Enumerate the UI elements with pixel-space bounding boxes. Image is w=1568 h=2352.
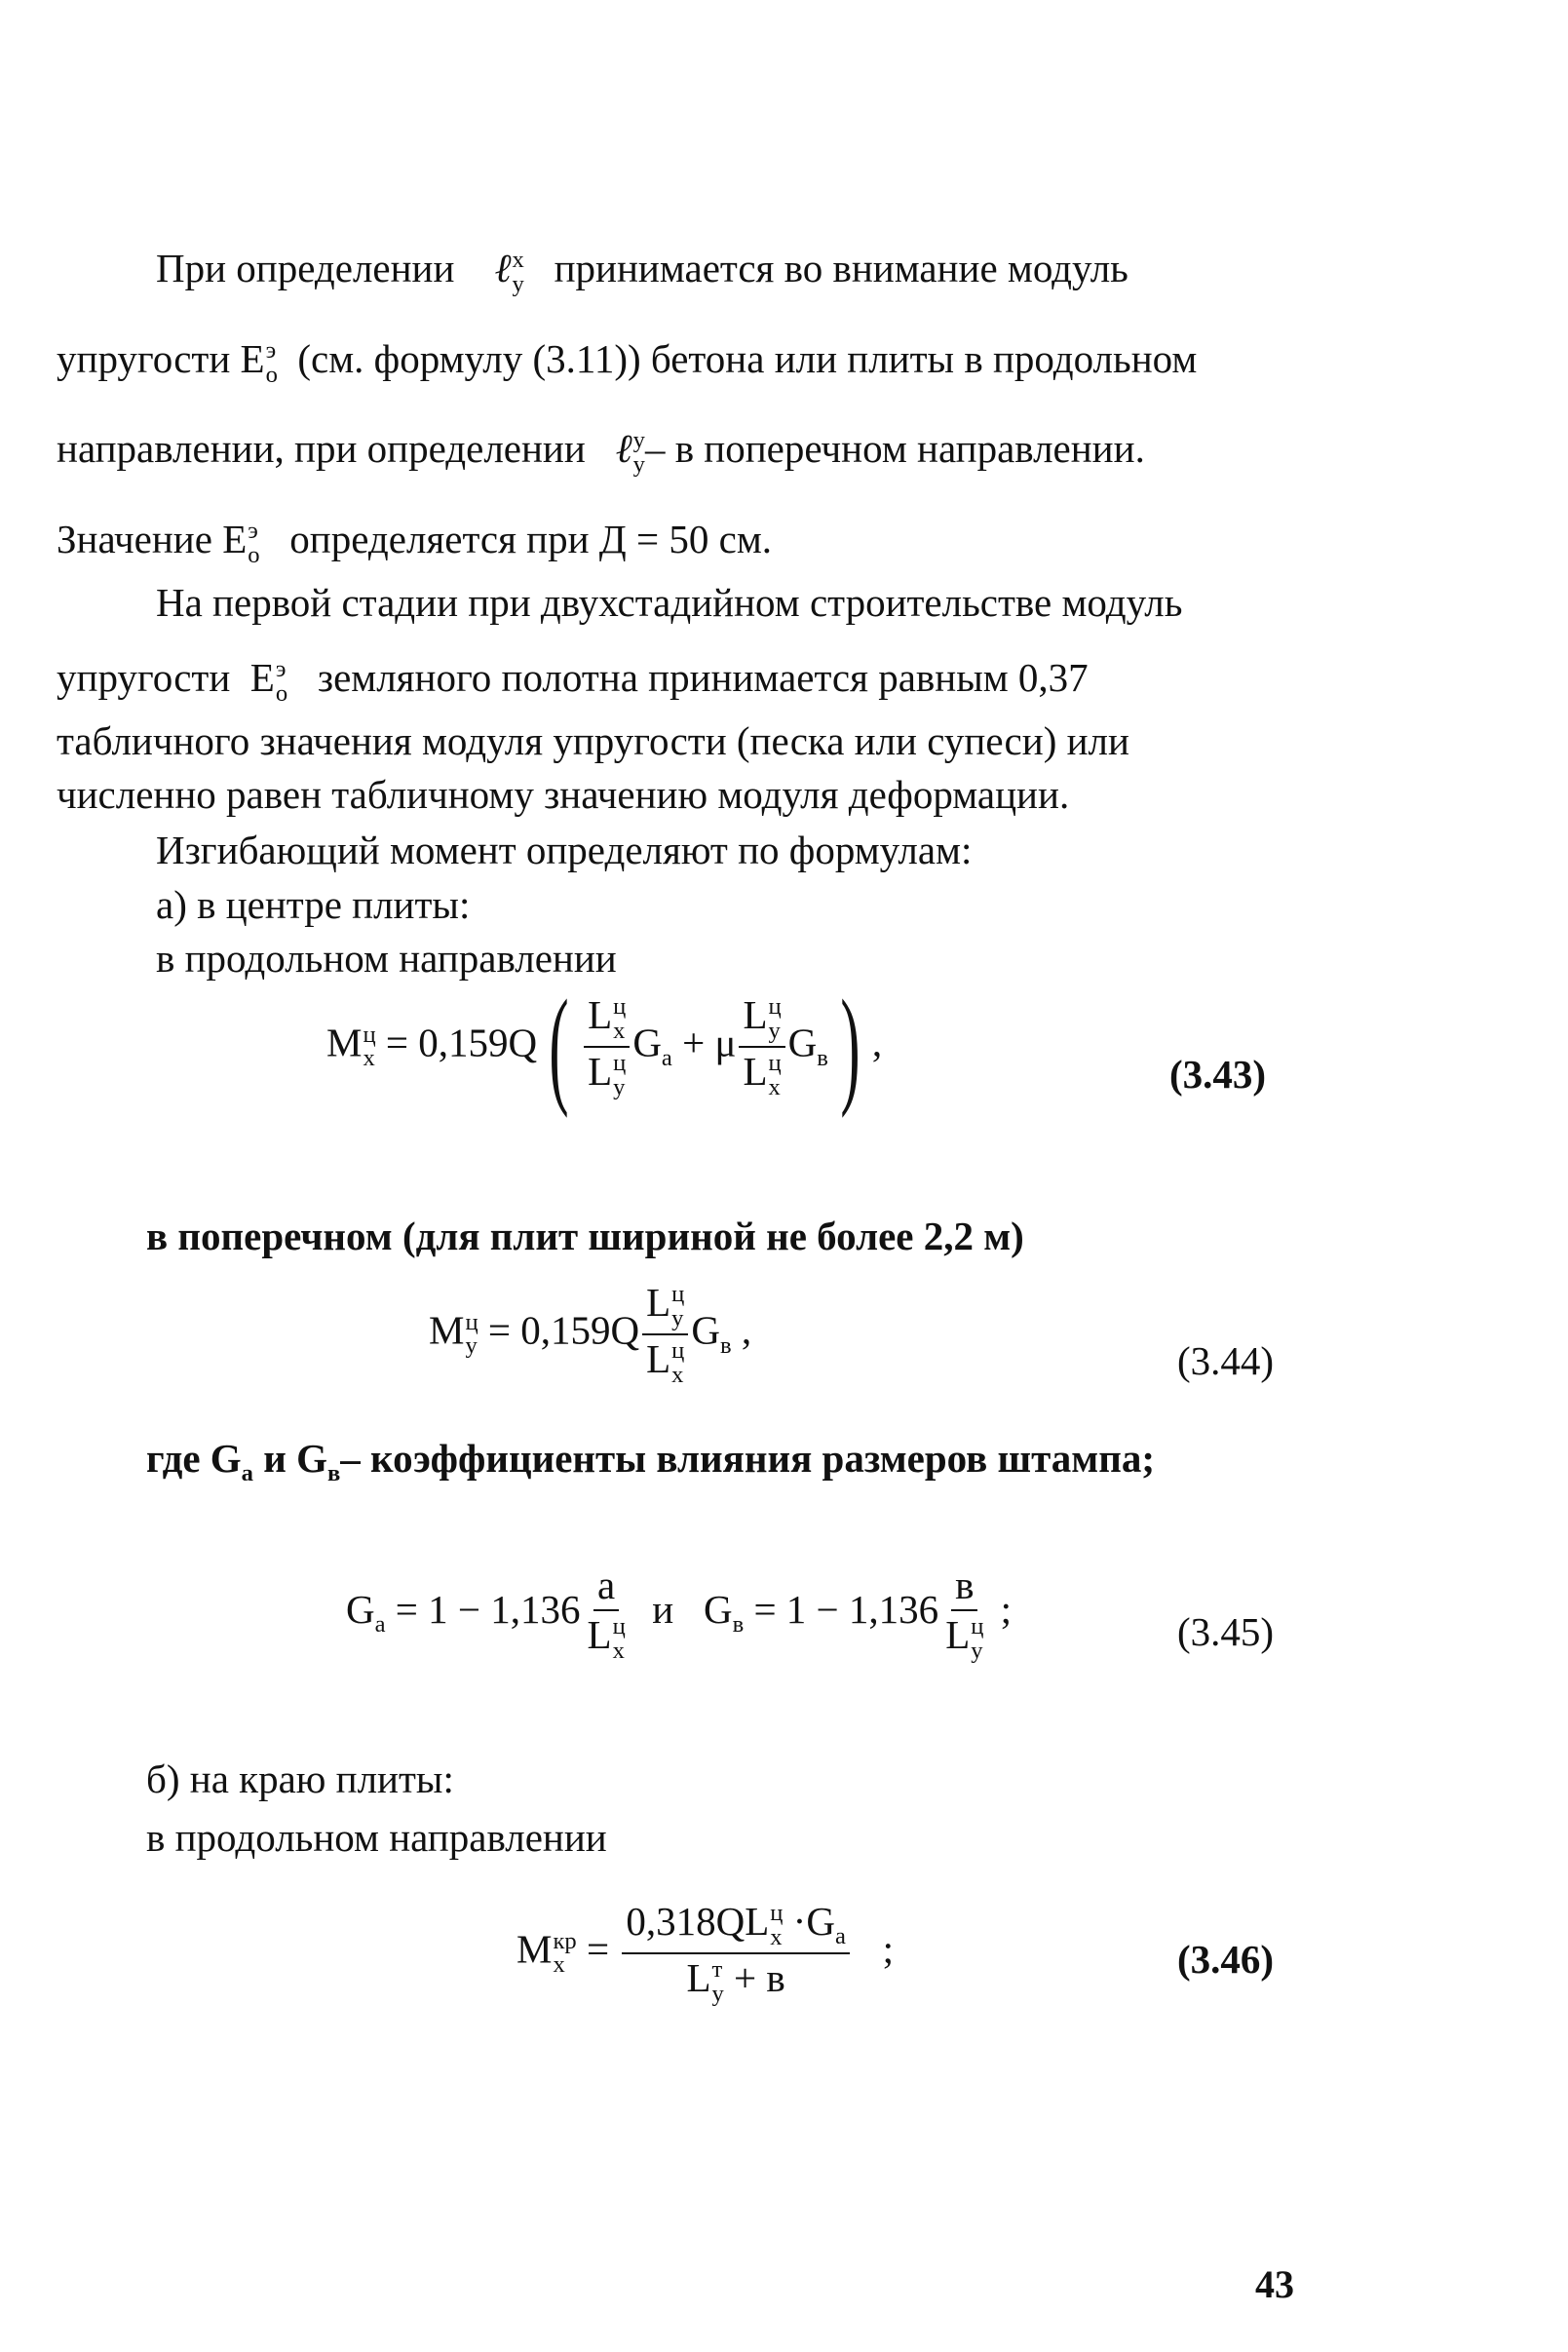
equation-number-3-43: (3.43)	[1169, 1052, 1267, 1097]
p1-line4: Значение E э о определяется при Д = 50 см.	[57, 517, 773, 568]
bending-text: Изгибающий момент определяют по формулам:	[156, 828, 973, 872]
eq344-coef: = 0,159Q	[487, 1307, 640, 1353]
center-text: а) в центре плиты:	[156, 882, 471, 927]
eq346-num: 0,318QL	[626, 1899, 770, 1944]
p1-line3: направлении, при определении ℓ y y – в поперечном направлении.	[57, 426, 1145, 478]
equation-number-3-44: (3.44)	[1177, 1338, 1275, 1383]
p1-line4-b: определяется при Д = 50 см.	[289, 517, 773, 561]
equation-number-3-45: (3.45)	[1177, 1609, 1275, 1654]
p2-line2: упругости E э о земляного полотна принимается равным 0,37	[57, 655, 1089, 707]
equation-3-45: $G_a = 1 - 1,136$ a L ц x и $G_в = 1 - 1,136$ в L ц y ;	[346, 1562, 1013, 1664]
p1-line2-b: (см. формулу (3.11)) бетона или плиты в продольном	[297, 336, 1198, 381]
where-and: и	[263, 1436, 287, 1481]
eq345-and: и	[652, 1587, 674, 1633]
p1-line1-b: принимается во внимание модуль	[554, 246, 1128, 290]
eq343-coef: = 0,159Q	[385, 1020, 538, 1065]
p1-line2: упругости E э о (см. формулу (3.11)) бетона или плиты в продольном	[57, 336, 1198, 388]
edge-text: б) на краю плиты:	[146, 1756, 454, 1801]
equation-3-43: M ц x = 0,159Q( L ц x L ц y $G_a + \mu$ L ц y L ц x $G_в$) ,	[326, 974, 883, 1120]
p2-line4: численно равен табличному значению модуля деформации.	[57, 772, 1070, 817]
where-rest: – коэффициенты влияния размеров штампа;	[340, 1436, 1155, 1481]
p2-line2-a: упругости	[57, 655, 231, 700]
p1-line1-a: При определении	[156, 246, 455, 290]
where-lead: где	[146, 1436, 201, 1481]
p1-line3-b: в поперечном направлении.	[674, 426, 1145, 471]
p1-line3-a: направлении, при определении	[57, 426, 586, 471]
p1-line4-a: Значение	[57, 517, 212, 561]
p2-line1: На первой стадии при двухстадийном строительстве модуль	[156, 580, 1183, 625]
p1-line1: При определении ℓ x y принимается во внимание модуль	[156, 246, 1128, 297]
page-number: 43	[1255, 2262, 1294, 2306]
longitudinal-text-1: в продольном направлении	[156, 936, 617, 981]
transverse-text: в поперечном (для плит шириной не более 2,2 м)	[146, 1214, 1024, 1258]
eq345-coef-a: = 1 − 1,136	[395, 1587, 581, 1633]
equation-number-3-46: (3.46)	[1177, 1937, 1275, 1982]
p2-line3: табличного значения модуля упругости (песка или супеси) или	[57, 718, 1129, 763]
equation-3-46: M кр x = 0,318QL ц x $\cdot G_a$ L т y + в ;	[516, 1899, 895, 2007]
p2-line2-b: земляного полотна принимается равным 0,37	[317, 655, 1089, 700]
eq345-coef-b: = 1 − 1,136	[753, 1587, 939, 1633]
p1-line2-a: упругости	[57, 336, 231, 381]
equation-3-44: M ц y = 0,159Q L ц y L ц x $G_в$ ,	[429, 1280, 752, 1388]
longitudinal-text-2: в продольном направлении	[146, 1815, 607, 1860]
where-text: где $G_a$ и $G_в-$ коэффициенты влияния размеров штампа;	[146, 1436, 1155, 1487]
